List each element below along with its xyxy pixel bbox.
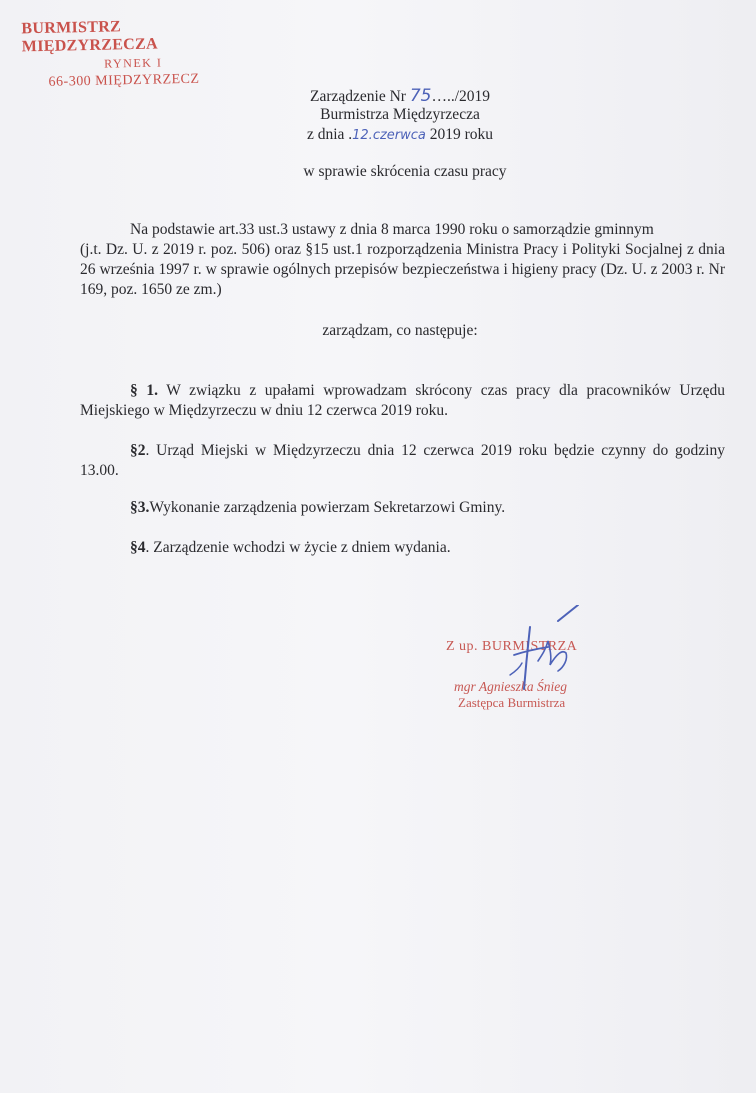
handwritten-signature-icon [430,605,640,715]
section-1-number: § 1. [130,382,158,399]
section-3 [80,498,725,518]
stamp-line-2: RYNEK I [104,55,163,71]
document-subject: w sprawie skrócenia czasu pracy [303,163,507,180]
section-2-text: . Urząd Miejski w Międzyrzeczu dnia 12 czerwca 2019 roku będzie czynny do godziny 13.00. [80,442,725,479]
legal-basis-rest: (j.t. Dz. U. z 2019 r. poz. 506) oraz §15 ust.1 rozporządzenia Ministra Pracy i Polityki Socjalnej z dnia 26 września 1997 r. w sprawie ogólnych przepisów bezpieczeństwa i higieny pracy (Dz. U. z 2003 r. Nr 169, poz. 1650 ze zm.) [80,241,725,298]
section-1 [80,381,725,421]
signature-block [430,605,640,715]
legal-basis-paragraph [80,220,725,300]
signature-authority-line: Z up. BURMISTRZA [446,639,578,654]
signature-name-line: mgr Agnieszka Śnieg [454,679,567,694]
document-date [270,126,530,144]
document-title [270,86,530,106]
date-suffix: 2019 roku [425,126,494,143]
section-3-text: Wykonanie zarządzenia powierzam Sekretarzowi Gminy. [149,499,506,516]
section-2 [80,441,725,481]
stamp-line-1: BURMISTRZ MIĘDZYRZECZA [21,18,159,56]
title-prefix: Zarządzenie Nr [309,88,410,105]
section-4-number: §4 [130,539,146,556]
title-suffix: /2019 [454,88,491,105]
title-dots: ….. [431,88,455,105]
order-intro: zarządzam, co następuje: [322,322,478,339]
handwritten-date: 12.czerwca [352,128,426,143]
stamp-line-3: 66-300 MIĘDZYRZECZ [48,71,200,90]
section-4 [80,538,725,558]
office-stamp [21,16,250,92]
section-2-number: §2 [130,442,146,459]
signature-title-line: Zastępca Burmistrza [458,695,566,710]
date-prefix: z dnia . [306,126,353,143]
document-issuer: Burmistrza Międzyrzecza [320,106,480,123]
handwritten-number: 75 [409,86,432,106]
section-3-number: §3. [130,499,150,516]
section-1-text: W związku z upałami wprowadzam skrócony czas pracy dla pracowników Urzędu Miejskiego w Międzyrzeczu w dniu 12 czerwca 2019 roku. [80,382,726,419]
legal-basis-first-line: Na podstawie art.33 ust.3 ustawy z dnia 8 marca 1990 roku o samorządzie gminnym [130,221,654,238]
section-4-text: . Zarządzenie wchodzi w życie z dniem wydania. [145,539,451,556]
